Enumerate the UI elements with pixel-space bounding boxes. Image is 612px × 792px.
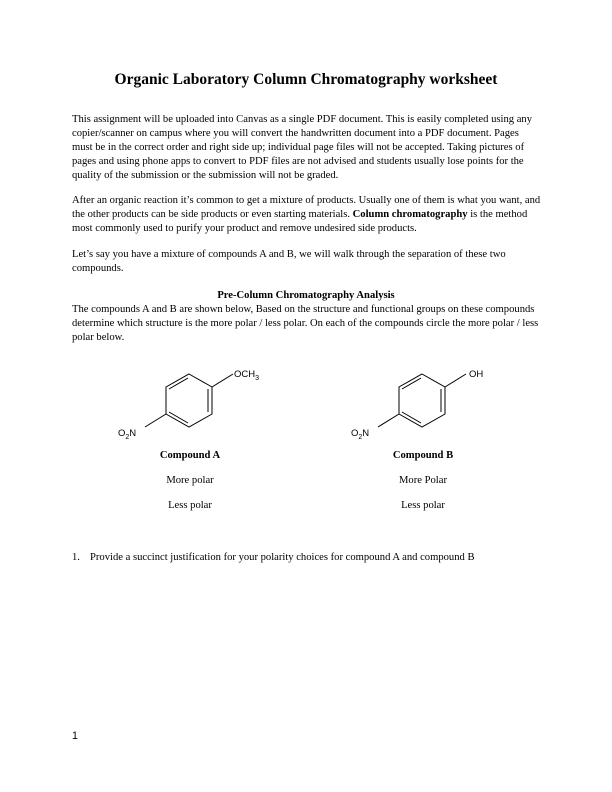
compound-a-more-polar-option[interactable]: More polar [166, 475, 214, 486]
page-number: 1 [72, 730, 78, 742]
compound-a-structure [100, 360, 280, 445]
compound-b-structure [333, 360, 513, 445]
intro-paragraph-compounds: Let’s say you have a mixture of compounds A and B, we will walk through the separation of these two compounds. [72, 249, 506, 274]
hydroxyl-label: OH [469, 369, 484, 380]
compound-b-block [333, 360, 513, 520]
question-1 [72, 552, 475, 563]
section-heading: Pre-Column Chromatography Analysis [217, 290, 395, 301]
mixture-text-start: After an organic reaction it’s common to get a mixture of products. Usually one of them is what you want, and the other products can be side products or even starting materials. [72, 195, 541, 220]
intro-paragraph-submission: This assignment will be uploaded into Canvas as a single PDF document. This is easily completed using any copier/scanner on campus where you will convert the handwritten document into a PDF document. Pages must be in the correct order and right side up; individual page files will not be accepted. Taking pictures of pages and using phone apps to convert to PDF files are not advised and students usually lose points for the quality of the submission or the submission will not be graded. [72, 114, 532, 181]
methoxy-label: $OCH_3$ [234, 369, 260, 382]
page-title: Organic Laboratory Column Chromatography worksheet [114, 71, 498, 88]
column-chromatography-term: Column chromatography [352, 209, 468, 220]
nitro-label-b: $O_2N$ [351, 428, 370, 441]
compound-b-label: Compound B [392, 450, 454, 461]
question-number: 1. [72, 552, 80, 563]
compound-a-label: Compound A [159, 450, 221, 461]
mixture-text-end: is the method most commonly used to purify your product and remove undesired side products. [72, 209, 528, 234]
compound-b-less-polar-option[interactable]: Less polar [401, 500, 445, 511]
compound-b-more-polar-option[interactable]: More Polar [399, 475, 447, 486]
compound-a-less-polar-option[interactable]: Less polar [168, 500, 212, 511]
intro-paragraph-mixture [72, 194, 542, 236]
question-text: Provide a succinct justification for your polarity choices for compound A and compound B [90, 552, 475, 563]
section-instructions: The compounds A and B are shown below, Based on the structure and functional groups on these compounds determine which structure is the more polar / less polar. On each of the compounds circle the more polar / less polar below. [72, 304, 539, 343]
nitro-label-a: $O_2N$ [118, 428, 137, 441]
compound-a-block [100, 360, 280, 520]
